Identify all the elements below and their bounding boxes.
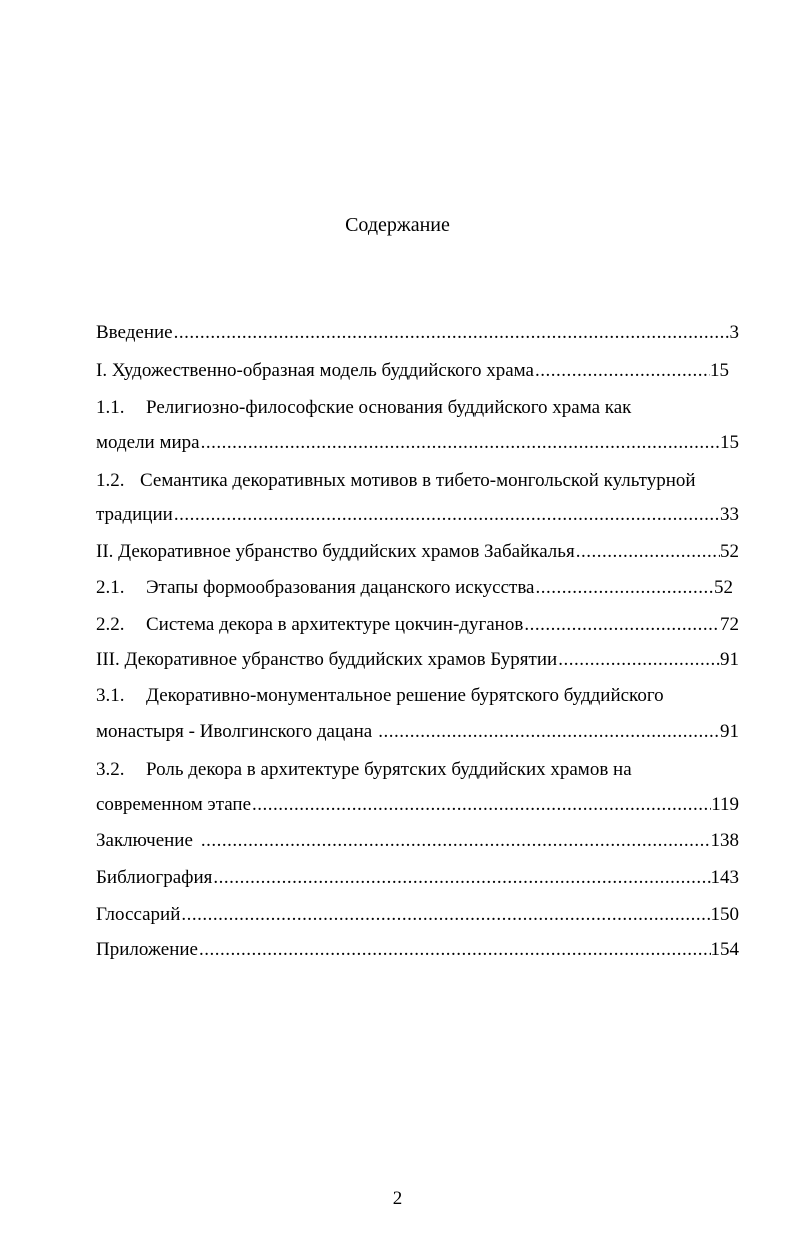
- toc-entry-section-3-1-line1[interactable]: [96, 681, 739, 711]
- dot-leader: [535, 573, 715, 603]
- toc-entry-label: Роль декора в архитектуре бурятских буддийских храмов на: [146, 759, 632, 780]
- toc-entry-number: 2.1.: [96, 577, 125, 598]
- toc-entry-number: 3.2.: [96, 759, 125, 780]
- toc-entry-chapter-3[interactable]: [96, 645, 739, 675]
- toc-entry-number: 3.1.: [96, 685, 125, 706]
- toc-entry-page: 91: [720, 721, 739, 742]
- dot-leader: [173, 318, 730, 348]
- toc-entry-section-3-2-line1[interactable]: [96, 755, 739, 785]
- toc-entry-label: Система декора в архитектуре цокчин-дуганов: [146, 614, 524, 635]
- toc-entry-section-1-2-line2[interactable]: [96, 500, 739, 530]
- page-number: 2: [392, 1188, 403, 1209]
- toc-entry-section-3-2-line2[interactable]: [96, 790, 739, 820]
- toc-entry-label: Заключение: [96, 830, 193, 851]
- toc-entry-page: 150: [710, 904, 739, 925]
- dot-leader: [200, 428, 720, 458]
- toc-entry-label-continued: современном этапе: [96, 794, 252, 815]
- toc-entry-label-continued: модели мира: [96, 432, 200, 453]
- toc-entry-label-continued: монастыря - Иволгинского дацана: [96, 721, 373, 742]
- dot-leader: [575, 537, 720, 567]
- toc-entry-page: 15: [710, 360, 729, 381]
- dot-leader: [372, 717, 720, 747]
- toc-entry-conclusion[interactable]: [96, 826, 739, 856]
- toc-entry-number: 2.2.: [96, 614, 125, 635]
- toc-entry-page: 15: [720, 432, 739, 453]
- toc-entry-page: 52: [714, 577, 733, 598]
- toc-entry-page: 52: [720, 541, 739, 562]
- toc-entry-page: 119: [711, 794, 739, 815]
- toc-entry-section-2-1[interactable]: [96, 573, 733, 603]
- dot-leader: [193, 826, 711, 856]
- page-title: Содержание: [345, 214, 450, 236]
- toc-entry-section-2-2[interactable]: [96, 610, 739, 640]
- toc-entry-page: 143: [710, 867, 739, 888]
- toc-entry-introduction[interactable]: [96, 318, 739, 348]
- toc-entry-section-1-2-line1[interactable]: [96, 466, 739, 496]
- dot-leader: [173, 500, 720, 530]
- dot-leader: [534, 356, 710, 386]
- toc-entry-label: Введение: [96, 322, 173, 343]
- toc-entry-page: 154: [710, 939, 739, 960]
- toc-entry-number: 1.2.: [96, 470, 125, 491]
- toc-entry-label: Библиография: [96, 867, 213, 888]
- dot-leader: [198, 935, 711, 965]
- toc-entry-label: Приложение: [96, 939, 198, 960]
- toc-entry-section-1-1-line2[interactable]: [96, 428, 739, 458]
- toc-entry-label: II. Декоративное убранство буддийских храмов Забайкалья: [96, 541, 575, 562]
- dot-leader: [557, 645, 720, 675]
- toc-entry-number: 1.1.: [96, 397, 125, 418]
- toc-entry-bibliography[interactable]: [96, 863, 739, 893]
- toc-entry-page: 3: [729, 322, 739, 343]
- toc-entry-page: 33: [720, 504, 739, 525]
- toc-entry-label-continued: традиции: [96, 504, 173, 525]
- toc-entry-page: 138: [710, 830, 739, 851]
- toc-entry-label: Семантика декоративных мотивов в тибето-монгольской культурной: [140, 470, 696, 491]
- dot-leader: [212, 863, 710, 893]
- dot-leader: [251, 790, 711, 820]
- toc-entry-label: Религиозно-философские основания буддийского храма как: [146, 397, 632, 418]
- dot-leader: [180, 900, 710, 930]
- toc-entry-glossary[interactable]: [96, 900, 739, 930]
- toc-entry-chapter-1[interactable]: [96, 356, 729, 386]
- toc-entry-page: 72: [720, 614, 739, 635]
- toc-entry-label: Глоссарий: [96, 904, 181, 925]
- dot-leader: [523, 610, 720, 640]
- toc-entry-page: 91: [720, 649, 739, 670]
- toc-entry-label: Этапы формообразования дацанского искусства: [146, 577, 535, 598]
- toc-entry-label: I. Художественно-образная модель буддийского храма: [96, 360, 534, 381]
- toc-entry-label: Декоративно-монументальное решение бурятского буддийского: [146, 685, 664, 706]
- toc-entry-appendix[interactable]: [96, 935, 739, 965]
- toc-entry-label: III. Декоративное убранство буддийских храмов Бурятии: [96, 649, 558, 670]
- toc-entry-chapter-2[interactable]: [96, 537, 739, 567]
- toc-entry-section-1-1-line1[interactable]: [96, 393, 739, 423]
- toc-entry-section-3-1-line2[interactable]: [96, 717, 739, 747]
